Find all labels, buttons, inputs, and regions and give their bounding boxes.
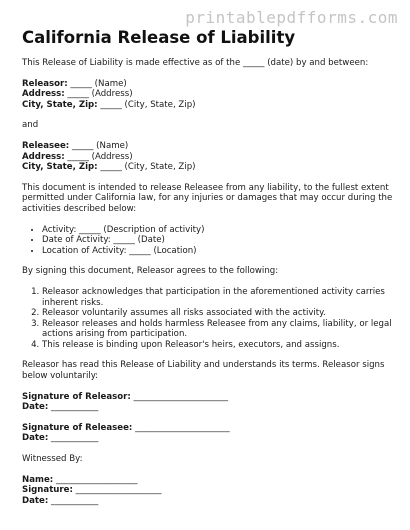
releasee-name-value: _____ (Name) <box>69 140 129 151</box>
releasor-name-label: Releasor: <box>22 78 68 89</box>
activities-list <box>22 225 394 257</box>
releasor-signature-block <box>22 392 394 413</box>
releasor-date-blank: ___________ <box>48 402 99 413</box>
releasee-address-value: _____ (Address) <box>64 151 133 162</box>
releasor-csz-line <box>22 100 394 111</box>
witnessed-by-label: Witnessed By: <box>22 454 83 465</box>
witness-signature-label: Signature: <box>22 485 73 496</box>
releasee-name-line <box>22 141 394 152</box>
witness-name-blank: ___________________ <box>53 474 138 485</box>
releasor-date-line[interactable] <box>22 402 394 413</box>
releasor-address-line <box>22 89 394 100</box>
term-item: 4. This release is binding upon Releasor's heirs, executors, and assigns. <box>42 340 394 351</box>
releasor-date-label: Date: <box>22 402 49 413</box>
releasor-name-line <box>22 79 394 90</box>
releasee-date-line[interactable] <box>22 433 394 444</box>
releasor-signature-blank: ______________________ <box>130 391 229 402</box>
releasee-signature-line[interactable] <box>22 423 394 434</box>
witness-name-line[interactable] <box>22 475 394 486</box>
releasee-address-label: Address: <box>22 151 65 162</box>
releasor-address-value: _____ (Address) <box>64 89 133 100</box>
releasor-address-label: Address: <box>22 89 65 100</box>
document-body <box>22 28 394 516</box>
releasor-signature-label: Signature of Releasor: <box>22 391 131 402</box>
releasor-name-value: _____ (Name) <box>67 78 127 89</box>
closing-paragraph: Releasor has read this Release of Liability and understands its terms. Releasor signs below voluntarily: <box>22 360 385 382</box>
releasee-csz-value: _____ (City, State, Zip) <box>97 162 196 173</box>
witness-block <box>22 475 394 507</box>
term-item: 3. Releasor releases and holds harmless Releasee from any claims, liability, or legal actions arising from participation. <box>42 319 394 340</box>
releasee-block <box>22 141 394 173</box>
releasee-date-blank: ___________ <box>48 433 99 444</box>
activity-date-item: • Date of Activity: _____ (Date) <box>42 235 394 246</box>
releasee-date-label: Date: <box>22 433 49 444</box>
activity-item: • Activity: _____ (Description of activity) <box>42 225 394 236</box>
term-item: 2. Releasor voluntarily assumes all risks associated with the activity. <box>42 308 394 319</box>
term-item: 1. Releasor acknowledges that participation in the aforementioned activity carries inherent risks. <box>42 287 394 308</box>
watermark-logo: printablepdfforms.com <box>185 8 398 27</box>
releasor-block <box>22 79 394 111</box>
witness-date-label: Date: <box>22 495 49 506</box>
releasee-csz-label: City, State, Zip: <box>22 162 98 173</box>
releasee-signature-block <box>22 423 394 444</box>
purpose-paragraph: This document is intended to release Releasee from any liability, to the fullest extent permitted under California law, for any injuries or damages that may occur during the activities described below: <box>22 182 393 214</box>
document-title: California Release of Liability <box>22 28 296 47</box>
witness-date-blank: ___________ <box>48 495 99 506</box>
releasee-signature-label: Signature of Releasee: <box>22 422 133 433</box>
releasee-name-label: Releasee: <box>22 140 70 151</box>
witness-signature-line[interactable] <box>22 485 394 496</box>
releasor-signature-line[interactable] <box>22 392 394 403</box>
releasee-signature-blank: ______________________ <box>132 422 230 433</box>
releasee-csz-line <box>22 162 394 173</box>
activity-location-item: • Location of Activity: _____ (Location) <box>42 246 394 257</box>
agree-intro: By signing this document, Releasor agrees to the following: <box>22 266 279 277</box>
intro-paragraph: This Release of Liability is made effective as of the _____ (date) by and between: <box>22 58 369 68</box>
witness-name-label: Name: <box>22 474 54 485</box>
releasee-address-line <box>22 152 394 163</box>
and-text: and <box>22 120 39 131</box>
releasor-csz-value: _____ (City, State, Zip) <box>97 99 196 110</box>
releasor-csz-label: City, State, Zip: <box>22 99 98 110</box>
witness-date-line[interactable] <box>22 496 394 507</box>
terms-list <box>22 287 394 351</box>
witness-signature-blank: ____________________ <box>72 485 162 496</box>
